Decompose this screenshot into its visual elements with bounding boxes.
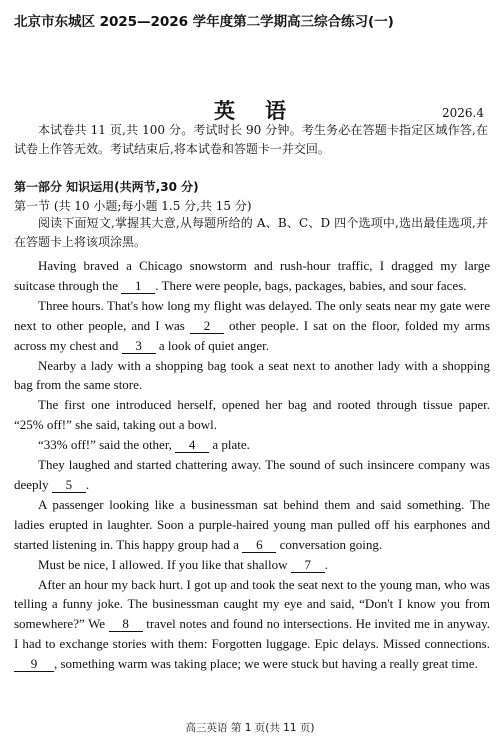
exam-header-title: 北京市东城区 2025—2026 学年度第二学期高三综合练习(一) [14, 14, 394, 30]
passage-paragraph [14, 575, 490, 675]
passage-text: conversation going. [279, 536, 383, 552]
passage-paragraph [14, 455, 490, 495]
passage-text: “33% off!” said the other, [38, 437, 172, 453]
passage-text: , something warm was taking place; we were stuck but having a really great time. [54, 656, 478, 672]
answer-blank: 6 [242, 538, 276, 553]
answer-blank: 7 [291, 558, 325, 573]
passage-text: . There were people, bags, packages, babies, and sour faces. [155, 277, 467, 293]
reading-passage [14, 256, 490, 674]
passage-text: a look of quiet anger. [158, 337, 269, 353]
passage-text: They laughed and started chattering away. The sound of such insincere company was deeply [14, 457, 490, 492]
answer-blank: 9 [14, 657, 54, 672]
answer-blank: 1 [121, 279, 155, 294]
passage-text: Three hours. That's how long my flight was delayed. The only seats near my gate were next to other people, and I was [14, 297, 490, 333]
passage-paragraph [14, 296, 490, 356]
page-footer: 高三英语 第 1 页(共 11 页) [185, 722, 315, 734]
answer-blank: 2 [190, 319, 224, 334]
answer-blank: 4 [175, 438, 209, 453]
passage-paragraph: Nearby a lady with a shopping bag took a seat next to another lady with a shopping bag from the same store. [14, 357, 490, 393]
exam-instructions: 本试卷共 11 页,共 100 分。考试时长 90 分钟。考生务必在答题卡指定区域作答,在试卷上作答无效。考试结束后,将本试卷和答题卡一并交回。 [14, 123, 488, 156]
passage-paragraph [14, 256, 490, 296]
passage-paragraph [14, 435, 490, 455]
passage-text: A passenger looking like a businessman sat behind them and said something. The ladies erupted in laughter. Soon a purple-haired young man pulled off his earphones and started listening in. This happy group had a [14, 496, 490, 552]
answer-blank: 5 [52, 478, 86, 493]
passage-paragraph: The first one introduced herself, opened her bag and rooted through tissue paper. “25% off!” she said, taking out a bowl. [14, 397, 490, 433]
subject-title: 英语 [214, 99, 316, 123]
passage-text: a plate. [212, 437, 250, 453]
passage-paragraph [14, 555, 490, 575]
passage-text: Having braved a Chicago snowstorm and rush-hour traffic, I dragged my large suitcase through the [14, 258, 490, 293]
section-directions: 阅读下面短文,掌握其大意,从每题所给的 A、B、C、D 四个选项中,选出最佳选项,并在答题卡上将该项涂黑。 [14, 216, 488, 249]
passage-paragraph [14, 495, 490, 555]
answer-blank: 3 [122, 339, 156, 354]
passage-text: other people. I sat on the floor, folded my arms across my chest and [14, 317, 491, 353]
passage-text: After an hour my back hurt. I got up and took the seat next to the young man, who was telling a funny joke. The businessman caught my eye and said, “Don't I know you from somewhere?” We [14, 576, 490, 632]
section-one-title: 第一节 (共 10 小题;每小题 1.5 分,共 15 分) [14, 199, 252, 213]
passage-text: . [324, 556, 328, 572]
passage-text: travel notes and found no intersections. He invited me in anyway. I had to exchange stories with them: Forgotten luggage. Epic delays. Missed connections. [14, 616, 490, 652]
passage-text: Must be nice, I allowed. If you like that shallow [38, 556, 288, 572]
answer-blank: 8 [109, 617, 143, 632]
passage-text: . [85, 476, 90, 492]
part-one-title: 第一部分 知识运用(共两节,30 分) [14, 180, 199, 194]
exam-date: 2026.4 [442, 106, 484, 120]
